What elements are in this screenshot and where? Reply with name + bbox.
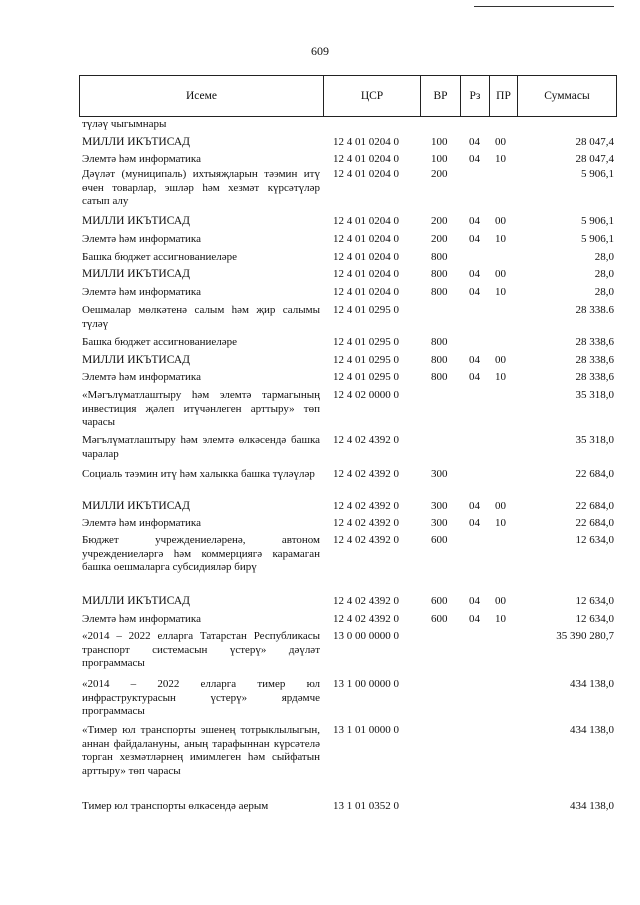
row-name: Мәгълүматлаштыру һәм элемтә өлкәсендә башка чаралар [82,434,320,460]
row-rz: 04 [469,233,480,245]
row-name: «2014 – 2022 елларга тимер юл инфраструктурасын үстерү» ярдәмче программасы [82,678,320,717]
row-csr: 13 1 01 0000 0 [333,724,399,736]
row-pr: 10 [495,233,506,245]
row-pr: 00 [495,215,506,227]
row-rz: 04 [469,153,480,165]
row-pr: 10 [495,153,506,165]
row-vr: 600 [431,534,448,546]
row-csr: 12 4 01 0295 0 [333,336,399,348]
row-name: «2014 – 2022 елларга Татарстан Республикасы транспорт системасын үстерү» дәүләт программасы [82,630,320,669]
row-csr: 12 4 02 0000 0 [333,389,399,401]
header-pr: ПР [490,76,518,116]
row-vr: 200 [431,233,448,245]
row-csr: 12 4 01 0295 0 [333,371,399,383]
row-name: Элемтә һәм информатика [82,517,201,529]
row-csr: 12 4 01 0295 0 [333,304,399,316]
row-csr: 12 4 02 4392 0 [333,517,399,529]
row-name: «Тимер юл транспорты эшенең тотрыклылыгын, аннан файдалануны, аның тарафыннан күрсәтелә торган хезмәтләрнең имимлеген һәм сыйфатын арттыру» төп чарасы [82,724,320,777]
row-sum: 12 634,0 [575,534,614,546]
row-sum: 28 338,6 [575,336,614,348]
row-sum: 22 684,0 [575,468,614,480]
page-number: 609 [311,44,329,58]
row-name: Тимер юл транспорты өлкәсендә аерым [82,800,269,812]
row-name: Бюджет учреждениеләренә, автоном учреждениеләргә һәм коммерциягә карамаган башка оешмаларга субсидияләр бирү [82,534,320,573]
row-pr: 10 [495,371,506,383]
header-sum: Суммасы [544,90,590,102]
row-sum: 22 684,0 [575,500,614,512]
row-pr: 00 [495,500,506,512]
row-sum: 5 906,1 [581,215,614,227]
row-name: Дәүләт (муниципаль) ихтыяҗларын тәэмин итү өчен товарлар, эшләр һәм хезмәт күрсәтүләр сатып алу [82,168,320,207]
row-name: МИЛЛИ ИКЪТИСАД [82,268,190,280]
row-vr: 800 [431,371,448,383]
row-rz: 04 [469,215,480,227]
row-rz: 04 [469,286,480,298]
row-sum: 35 318,0 [575,389,614,401]
table-header [79,75,617,117]
row-csr: 12 4 01 0204 0 [333,251,399,263]
row-pr: 10 [495,517,506,529]
row-pr: 00 [495,268,506,280]
row-pr: 00 [495,595,506,607]
row-csr: 13 1 01 0352 0 [333,800,399,812]
row-vr: 600 [431,613,448,625]
row-vr: 300 [431,517,448,529]
row-pr: 00 [495,136,506,148]
row-pr: 10 [495,286,506,298]
row-name: түләү чыгымнары [82,118,167,130]
row-vr: 100 [431,136,448,148]
row-vr: 800 [431,268,448,280]
row-csr: 12 4 02 4392 0 [333,434,399,446]
row-vr: 200 [431,168,448,180]
row-csr: 12 4 02 4392 0 [333,500,399,512]
row-name: «Мәгълүматлаштыру һәм элемтә тармагының инвестиция җәлеп итүчәнлеген арттыру» төп чарасы [82,389,320,428]
row-vr: 800 [431,251,448,263]
row-name: МИЛЛИ ИКЪТИСАД [82,215,190,227]
row-csr: 13 1 00 0000 0 [333,678,399,690]
row-csr: 12 4 01 0204 0 [333,136,399,148]
row-csr: 12 4 01 0204 0 [333,233,399,245]
row-name: МИЛЛИ ИКЪТИСАД [82,354,190,366]
row-csr: 12 4 01 0204 0 [333,168,399,180]
row-vr: 600 [431,595,448,607]
header-name: Исеме [80,76,324,116]
row-csr: 12 4 02 4392 0 [333,468,399,480]
top-rule [474,6,614,7]
row-csr: 12 4 01 0295 0 [333,354,399,366]
row-sum: 5 906,1 [581,168,614,180]
row-sum: 5 906,1 [581,233,614,245]
row-csr: 12 4 01 0204 0 [333,286,399,298]
row-sum: 28,0 [594,268,614,280]
row-vr: 800 [431,354,448,366]
header-vr: ВР [421,76,461,116]
row-rz: 04 [469,268,480,280]
row-rz: 04 [469,354,480,366]
row-vr: 800 [431,286,448,298]
row-sum: 12 634,0 [575,613,614,625]
row-sum: 35 318,0 [575,434,614,446]
header-rz: Рз [461,76,490,116]
row-name: Элемтә һәм информатика [82,233,201,245]
row-name: МИЛЛИ ИКЪТИСАД [82,595,190,607]
row-rz: 04 [469,371,480,383]
row-csr: 12 4 01 0204 0 [333,215,399,227]
row-vr: 100 [431,153,448,165]
row-vr: 300 [431,468,448,480]
row-name: МИЛЛИ ИКЪТИСАД [82,500,190,512]
row-name: Социаль тәэмин итү һәм халыкка башка түләүләр [82,468,315,480]
row-csr: 13 0 00 0000 0 [333,630,399,642]
row-rz: 04 [469,500,480,512]
row-rz: 04 [469,517,480,529]
row-sum: 28 338,6 [575,371,614,383]
row-sum: 28,0 [594,251,614,263]
row-sum: 12 634,0 [575,595,614,607]
row-vr: 200 [431,215,448,227]
row-vr: 800 [431,336,448,348]
row-pr: 00 [495,354,506,366]
row-pr: 10 [495,613,506,625]
row-sum: 28 047,4 [575,153,614,165]
row-sum: 434 138,0 [570,678,614,690]
row-name: Оешмалар мөлкәтенә салым һәм җир салымы түләү [82,304,320,330]
row-name: Элемтә һәм информатика [82,613,201,625]
row-csr: 12 4 02 4392 0 [333,534,399,546]
row-csr: 12 4 01 0204 0 [333,153,399,165]
row-sum: 22 684,0 [575,517,614,529]
row-sum: 35 390 280,7 [556,630,614,642]
row-sum: 434 138,0 [570,724,614,736]
row-vr: 300 [431,500,448,512]
row-csr: 12 4 01 0204 0 [333,268,399,280]
row-rz: 04 [469,136,480,148]
row-name: Башка бюджет ассигнованиеләре [82,251,237,263]
row-name: Элемтә һәм информатика [82,286,201,298]
row-csr: 12 4 02 4392 0 [333,595,399,607]
row-name: МИЛЛИ ИКЪТИСАД [82,136,190,148]
row-rz: 04 [469,595,480,607]
row-sum: 28 047,4 [575,136,614,148]
row-rz: 04 [469,613,480,625]
row-name: Башка бюджет ассигнованиеләре [82,336,237,348]
row-name: Элемтә һәм информатика [82,153,201,165]
header-csr: ЦСР [324,76,421,116]
row-sum: 28,0 [594,286,614,298]
row-sum: 28 338,6 [575,354,614,366]
row-sum: 434 138,0 [570,800,614,812]
row-name: Элемтә һәм информатика [82,371,201,383]
row-sum: 28 338.6 [575,304,614,316]
row-csr: 12 4 02 4392 0 [333,613,399,625]
